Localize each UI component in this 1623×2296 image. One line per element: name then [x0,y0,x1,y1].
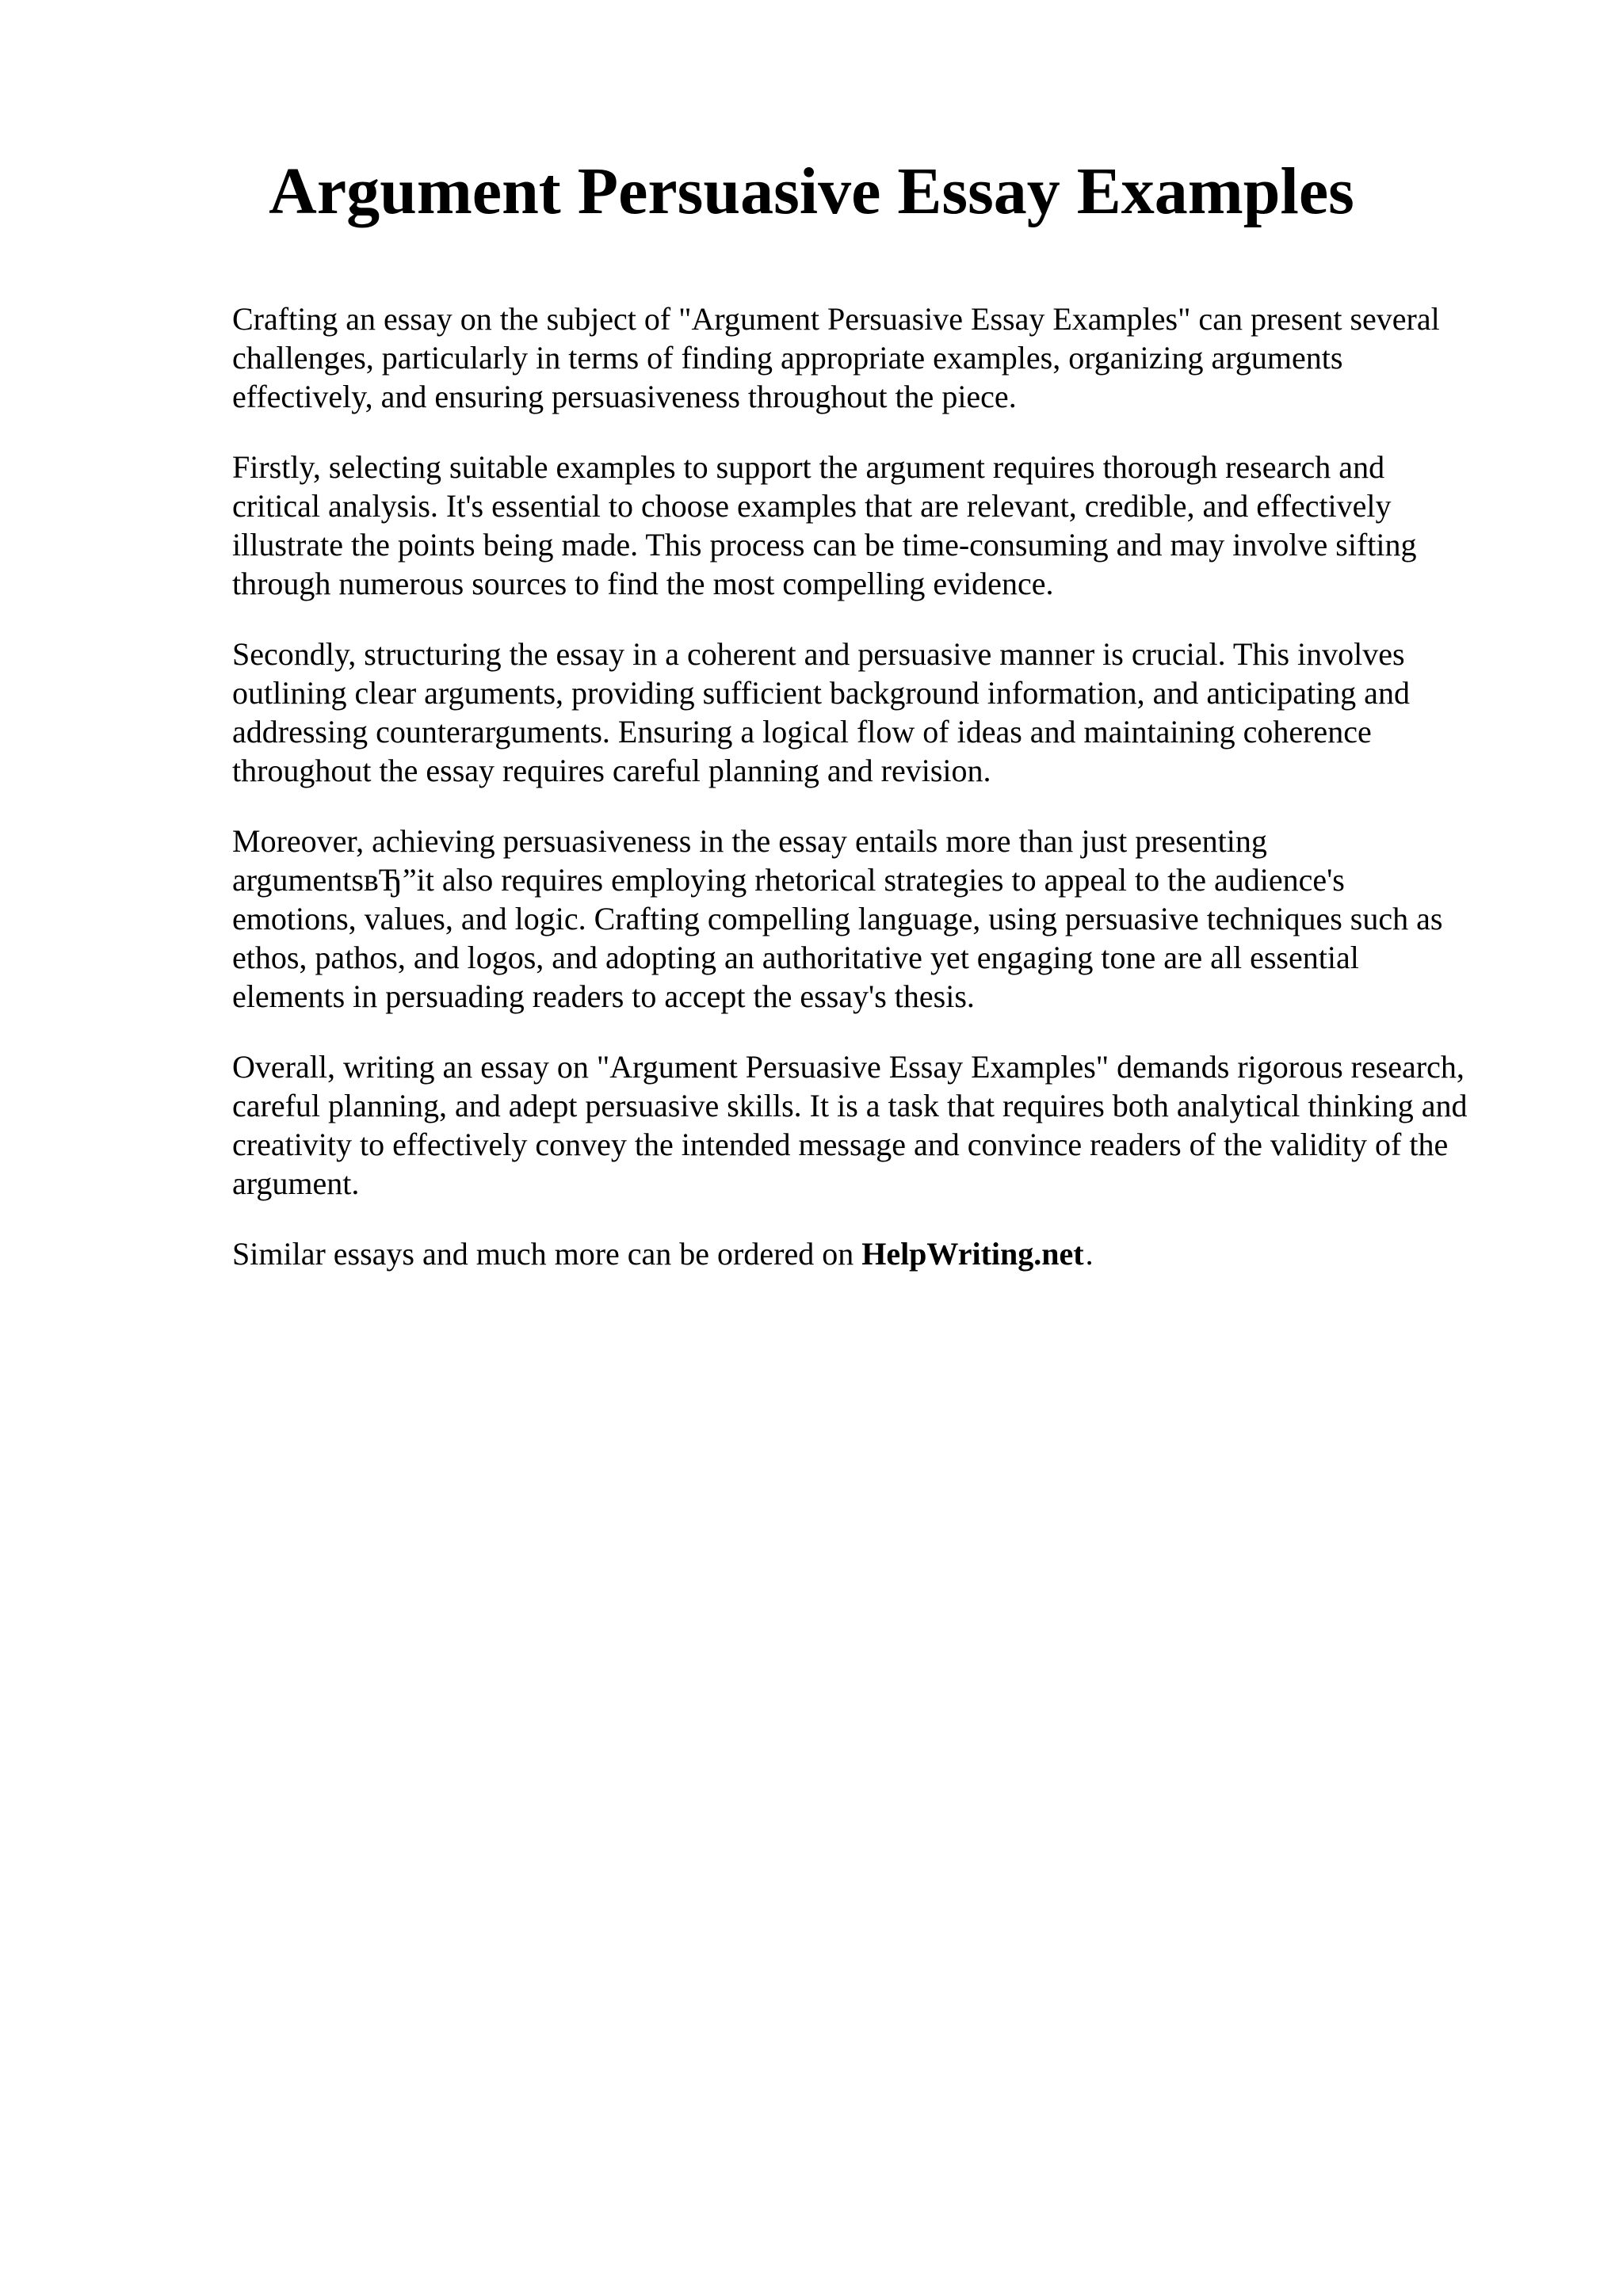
paragraph-firstly [232,448,1532,603]
paragraph-line: addressing counterarguments. Ensuring a logical flow of ideas and maintaining coherence [232,714,1372,749]
paragraph-line: elements in persuading readers to accept the essay's thesis. [232,978,975,1014]
paragraph-line: argument. [232,1165,360,1201]
paragraph-line: Moreover, achieving persuasiveness in the essay entails more than just presenting [232,823,1267,859]
paragraph-secondly [232,635,1532,790]
paragraph-line: through numerous sources to find the most compelling evidence. [232,566,1054,601]
document-body [232,299,1532,1273]
closing-suffix: . [1085,1236,1094,1272]
paragraph-line: emotions, values, and logic. Crafting compelling language, using persuasive techniques such as [232,901,1443,936]
paragraph-line: Crafting an essay on the subject of "Argument Persuasive Essay Examples" can present several [232,301,1440,337]
paragraph-line: challenges, particularly in terms of finding appropriate examples, organizing arguments [232,340,1343,376]
paragraph-line: critical analysis. It's essential to choose examples that are relevant, credible, and effectively [232,488,1392,524]
paragraph-line: effectively, and ensuring persuasiveness throughout the piece. [232,379,1017,414]
closing-prefix: Similar essays and much more can be ordered on [232,1236,854,1272]
paragraph-line: Secondly, structuring the essay in a coherent and persuasive manner is crucial. This involves [232,636,1405,672]
paragraph-intro [232,299,1532,416]
document-title: Argument Persuasive Essay Examples [269,154,1354,228]
paragraph-line: throughout the essay requires careful planning and revision. [232,753,991,788]
paragraph-moreover [232,822,1532,1016]
paragraph-line: ethos, pathos, and logos, and adopting an authoritative yet engaging tone are all essential [232,940,1359,975]
closing-line [232,1234,1532,1273]
paragraph-line: argumentsвЂ”it also requires employing rhetorical strategies to appeal to the audience's [232,862,1345,898]
paragraph-line: creativity to effectively convey the intended message and convince readers of the validity of the [232,1127,1449,1162]
paragraph-line: outlining clear arguments, providing sufficient background information, and anticipating and [232,675,1410,711]
brand-link[interactable]: HelpWriting.net [861,1236,1084,1272]
paragraph-line: Overall, writing an essay on "Argument Persuasive Essay Examples" demands rigorous research, [232,1049,1465,1085]
paragraph-line: illustrate the points being made. This process can be time-consuming and may involve sifting [232,527,1417,563]
paragraph-line: Firstly, selecting suitable examples to support the argument requires thorough research and [232,449,1385,485]
paragraph-overall [232,1047,1532,1203]
paragraph-line: careful planning, and adept persuasive skills. It is a task that requires both analytical thinking and [232,1088,1468,1123]
